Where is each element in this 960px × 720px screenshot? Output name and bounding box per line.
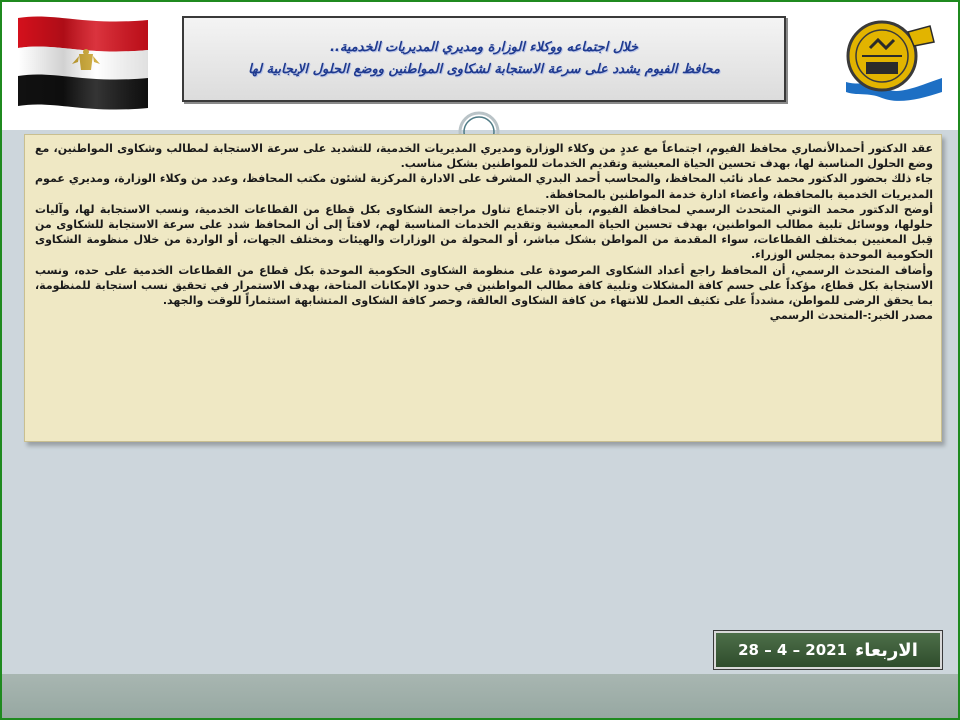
news-title-line-2: محافظ الفيوم يشدد على سرعة الاستجابة لشكاوى المواطنين ووضع الحلول الإيجابية لها xyxy=(248,62,720,77)
article-paragraph: أوضح الدكتور محمد التوني المتحدث الرسمي لمحافظة الفيوم، بأن الاجتماع تناول مراجعة الشكاوى بكل قطاع من القطاعات الخدمية، ونسب الاستجابة لها، وآليات حلولها، ووسائل تلبية مطالب المواطنين، بهدف تحسين الحياة المعيشية وتقديم الخدمات المناسبة لهم، لافتاً إلى أن المحافظ شدد على سرعة الاستجابة للشكاوى من قِبل المعنيين بمختلف القطاعات، سواء المقدمة من المواطن بشكل مباشر، أو المحولة من الوزارات والهيئات ومختلف الجهات، أو الواردة من خلال منظومة الشكاوى الحكومية الموحدة بمجلس الوزراء. xyxy=(35,202,933,262)
news-article-body xyxy=(24,134,942,442)
egypt-flag-icon xyxy=(14,12,152,112)
date-day: الاربعاء xyxy=(855,639,918,661)
news-title-box xyxy=(182,16,786,102)
article-paragraph: عقد الدكتور أحمدالأنصاري محافظ الفيوم، اجتماعاً مع عددٍ من وكلاء الوزارة ومديري المديريات الخدمية، للتشديد على سرعة الاستجابة لمطالب وشكاوى المواطنين، مع وضع الحلول المناسبة لها، بهدف تحسين الحياة المعيشية وتقديم الخدمات للمواطنين بشكل مناسب. xyxy=(35,142,933,171)
fayoum-governorate-logo-icon xyxy=(838,12,950,104)
article-paragraph: جاء ذلك بحضور الدكتور محمد عماد نائب المحافظ، والمحاسب أحمد البدري المشرف على الادارة المركزية لشئون مكتب المحافظ، وعدد من وكلاء الوزارة، ومديري عموم المديريات الخدمية بالمحافظة، وأعضاء ادارة خدمة المواطنين بالمحافظة. xyxy=(35,172,933,201)
news-title-line-1: خلال اجتماعه ووكلاء الوزارة ومديري المديريات الخدمية.. xyxy=(329,40,639,55)
footer-band xyxy=(2,674,958,718)
article-source: مصدر الخبر:-المتحدث الرسمي xyxy=(769,309,933,323)
date-value: 28 – 4 – 2021 xyxy=(738,641,848,659)
date-box xyxy=(714,631,942,669)
article-paragraph: وأضاف المتحدث الرسمي، أن المحافظ راجع أعداد الشكاوى المرصودة على منظومة الشكاوى الحكومية الموحدة بكل قطاع من القطاعات الخدمية على حده، ونسب الاستجابة بكل قطاع، مؤكداً على حسم كافة المشكلات وتلبية كافة مطالب المواطنين في حدود الإمكانات المتاحة، بهدف الاستمرار في تحقيق نسب استجابة للمنظومة، بما يحقق الرضى للمواطن، مشدداً على تكثيف العمل للانتهاء من كافة الشكاوى العالقة، وحصر كافة الشكاوى المتشابهة استثماراً للوقت والجهد. xyxy=(35,263,933,308)
